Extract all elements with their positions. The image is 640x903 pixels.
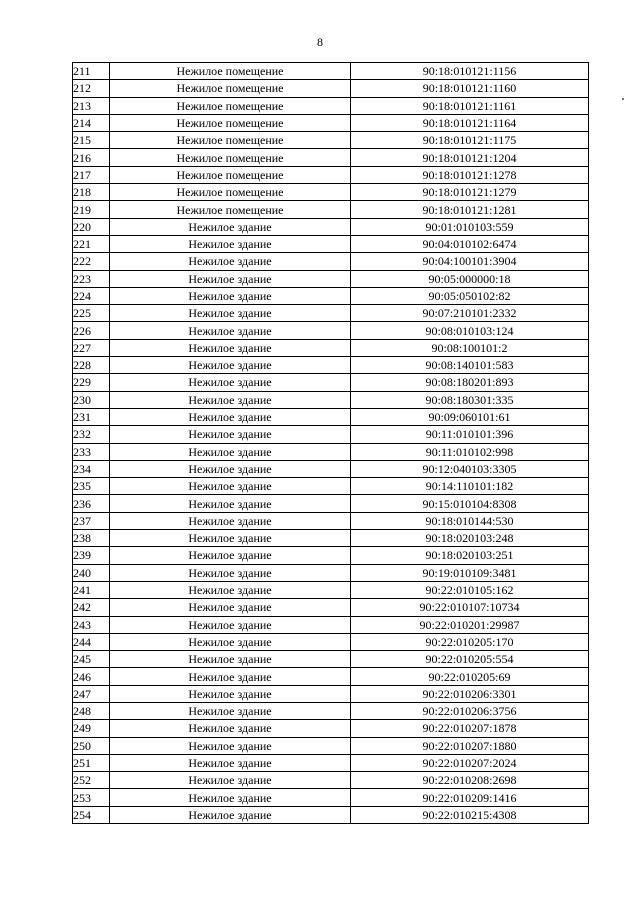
cadastral-number-cell: 90:11:010101:396 (351, 426, 589, 443)
table-row (73, 374, 589, 391)
table-row (73, 495, 589, 512)
object-type-cell: Нежилое здание (110, 287, 351, 304)
row-number-cell: 231 (73, 408, 110, 425)
object-type-cell: Нежилое здание (110, 720, 351, 737)
cadastral-number-cell: 90:18:010121:1281 (351, 201, 589, 218)
object-type-cell: Нежилое помещение (110, 97, 351, 114)
object-type-cell: Нежилое здание (110, 633, 351, 650)
row-number-cell: 213 (73, 97, 110, 114)
table-row (73, 685, 589, 702)
cadastral-number-cell: 90:04:100101:3904 (351, 253, 589, 270)
cadastral-number-cell: 90:18:010144:530 (351, 512, 589, 529)
cadastral-number-cell: 90:22:010209:1416 (351, 789, 589, 806)
object-type-cell: Нежилое здание (110, 581, 351, 598)
row-number-cell: 229 (73, 374, 110, 391)
object-type-cell: Нежилое здание (110, 357, 351, 374)
table-row (73, 218, 589, 235)
table-row (73, 184, 589, 201)
table-row (73, 287, 589, 304)
object-type-cell: Нежилое здание (110, 408, 351, 425)
row-number-cell: 251 (73, 754, 110, 771)
cadastral-number-cell: 90:05:000000:18 (351, 270, 589, 287)
object-type-cell: Нежилое здание (110, 478, 351, 495)
row-number-cell: 236 (73, 495, 110, 512)
table-row (73, 253, 589, 270)
row-number-cell: 218 (73, 184, 110, 201)
object-type-cell: Нежилое здание (110, 530, 351, 547)
object-type-cell: Нежилое здание (110, 547, 351, 564)
row-number-cell: 224 (73, 287, 110, 304)
object-type-cell: Нежилое здание (110, 651, 351, 668)
cadastral-number-cell: 90:22:010206:3301 (351, 685, 589, 702)
table-row (73, 616, 589, 633)
table-row (73, 512, 589, 529)
object-type-cell: Нежилое здание (110, 218, 351, 235)
object-type-cell: Нежилое помещение (110, 63, 351, 80)
cadastral-number-cell: 90:22:010105:162 (351, 581, 589, 598)
object-type-cell: Нежилое помещение (110, 184, 351, 201)
table-row (73, 322, 589, 339)
object-type-cell: Нежилое здание (110, 391, 351, 408)
row-number-cell: 240 (73, 564, 110, 581)
row-number-cell: 225 (73, 305, 110, 322)
table-row (73, 651, 589, 668)
cadastral-number-cell: 90:14:110101:182 (351, 478, 589, 495)
row-number-cell: 217 (73, 166, 110, 183)
object-type-cell: Нежилое здание (110, 460, 351, 477)
margin-mark (622, 98, 624, 100)
cadastral-number-cell: 90:18:020103:251 (351, 547, 589, 564)
property-registry-table (72, 62, 589, 824)
cadastral-number-cell: 90:18:010121:1279 (351, 184, 589, 201)
row-number-cell: 232 (73, 426, 110, 443)
object-type-cell: Нежилое здание (110, 737, 351, 754)
cadastral-number-cell: 90:22:010201:29987 (351, 616, 589, 633)
cadastral-number-cell: 90:18:010121:1156 (351, 63, 589, 80)
table-row (73, 754, 589, 771)
row-number-cell: 215 (73, 132, 110, 149)
row-number-cell: 220 (73, 218, 110, 235)
object-type-cell: Нежилое помещение (110, 166, 351, 183)
table-row (73, 772, 589, 789)
row-number-cell: 246 (73, 668, 110, 685)
cadastral-number-cell: 90:08:180301:335 (351, 391, 589, 408)
object-type-cell: Нежилое помещение (110, 114, 351, 131)
table-row (73, 478, 589, 495)
row-number-cell: 214 (73, 114, 110, 131)
table-row (73, 460, 589, 477)
table-row (73, 63, 589, 80)
object-type-cell: Нежилое здание (110, 685, 351, 702)
table-row (73, 702, 589, 719)
row-number-cell: 237 (73, 512, 110, 529)
table-row (73, 80, 589, 97)
cadastral-number-cell: 90:18:010121:1204 (351, 149, 589, 166)
cadastral-number-cell: 90:05:050102:82 (351, 287, 589, 304)
row-number-cell: 228 (73, 357, 110, 374)
cadastral-number-cell: 90:22:010207:1880 (351, 737, 589, 754)
object-type-cell: Нежилое здание (110, 599, 351, 616)
table-row (73, 339, 589, 356)
table-row (73, 581, 589, 598)
table-row (73, 132, 589, 149)
row-number-cell: 241 (73, 581, 110, 598)
cadastral-number-cell: 90:08:140101:583 (351, 357, 589, 374)
table-row (73, 149, 589, 166)
object-type-cell: Нежилое здание (110, 702, 351, 719)
row-number-cell: 227 (73, 339, 110, 356)
table-row (73, 547, 589, 564)
object-type-cell: Нежилое здание (110, 426, 351, 443)
row-number-cell: 252 (73, 772, 110, 789)
table-row (73, 737, 589, 754)
row-number-cell: 235 (73, 478, 110, 495)
table-row (73, 235, 589, 252)
cadastral-number-cell: 90:22:010207:2024 (351, 754, 589, 771)
row-number-cell: 211 (73, 63, 110, 80)
row-number-cell: 250 (73, 737, 110, 754)
object-type-cell: Нежилое помещение (110, 80, 351, 97)
row-number-cell: 233 (73, 443, 110, 460)
row-number-cell: 226 (73, 322, 110, 339)
object-type-cell: Нежилое здание (110, 772, 351, 789)
object-type-cell: Нежилое здание (110, 564, 351, 581)
object-type-cell: Нежилое здание (110, 339, 351, 356)
page-number: 8 (317, 35, 323, 49)
row-number-cell: 221 (73, 235, 110, 252)
object-type-cell: Нежилое здание (110, 443, 351, 460)
object-type-cell: Нежилое помещение (110, 149, 351, 166)
row-number-cell: 239 (73, 547, 110, 564)
row-number-cell: 216 (73, 149, 110, 166)
table-row (73, 391, 589, 408)
table-row (73, 201, 589, 218)
object-type-cell: Нежилое здание (110, 806, 351, 823)
object-type-cell: Нежилое здание (110, 235, 351, 252)
object-type-cell: Нежилое здание (110, 270, 351, 287)
table-row (73, 166, 589, 183)
cadastral-number-cell: 90:22:010208:2698 (351, 772, 589, 789)
row-number-cell: 249 (73, 720, 110, 737)
registry-table-body (73, 63, 589, 824)
cadastral-number-cell: 90:22:010206:3756 (351, 702, 589, 719)
row-number-cell: 253 (73, 789, 110, 806)
cadastral-number-cell: 90:18:010121:1175 (351, 132, 589, 149)
object-type-cell: Нежилое здание (110, 253, 351, 270)
table-row (73, 720, 589, 737)
table-row (73, 114, 589, 131)
cadastral-number-cell: 90:12:040103:3305 (351, 460, 589, 477)
row-number-cell: 242 (73, 599, 110, 616)
cadastral-number-cell: 90:01:010103:559 (351, 218, 589, 235)
object-type-cell: Нежилое здание (110, 754, 351, 771)
cadastral-number-cell: 90:22:010205:554 (351, 651, 589, 668)
table-row (73, 530, 589, 547)
cadastral-number-cell: 90:08:010103:124 (351, 322, 589, 339)
row-number-cell: 230 (73, 391, 110, 408)
object-type-cell: Нежилое здание (110, 495, 351, 512)
row-number-cell: 243 (73, 616, 110, 633)
cadastral-number-cell: 90:04:010102:6474 (351, 235, 589, 252)
table-row (73, 789, 589, 806)
row-number-cell: 212 (73, 80, 110, 97)
row-number-cell: 222 (73, 253, 110, 270)
cadastral-number-cell: 90:18:010121:1161 (351, 97, 589, 114)
table-row (73, 443, 589, 460)
object-type-cell: Нежилое помещение (110, 201, 351, 218)
table-row (73, 408, 589, 425)
table-row (73, 633, 589, 650)
row-number-cell: 244 (73, 633, 110, 650)
object-type-cell: Нежилое здание (110, 305, 351, 322)
cadastral-number-cell: 90:19:010109:3481 (351, 564, 589, 581)
table-row (73, 270, 589, 287)
cadastral-number-cell: 90:22:010107:10734 (351, 599, 589, 616)
cadastral-number-cell: 90:22:010215:4308 (351, 806, 589, 823)
table-row (73, 806, 589, 823)
row-number-cell: 254 (73, 806, 110, 823)
row-number-cell: 223 (73, 270, 110, 287)
table-row (73, 305, 589, 322)
row-number-cell: 238 (73, 530, 110, 547)
object-type-cell: Нежилое помещение (110, 132, 351, 149)
object-type-cell: Нежилое здание (110, 616, 351, 633)
cadastral-number-cell: 90:08:180201:893 (351, 374, 589, 391)
table-row (73, 564, 589, 581)
table-row (73, 668, 589, 685)
cadastral-number-cell: 90:22:010207:1878 (351, 720, 589, 737)
cadastral-number-cell: 90:07:210101:2332 (351, 305, 589, 322)
cadastral-number-cell: 90:09:060101:61 (351, 408, 589, 425)
cadastral-number-cell: 90:11:010102:998 (351, 443, 589, 460)
row-number-cell: 219 (73, 201, 110, 218)
cadastral-number-cell: 90:18:010121:1278 (351, 166, 589, 183)
object-type-cell: Нежилое здание (110, 322, 351, 339)
table-row (73, 357, 589, 374)
object-type-cell: Нежилое здание (110, 512, 351, 529)
cadastral-number-cell: 90:18:010121:1160 (351, 80, 589, 97)
row-number-cell: 247 (73, 685, 110, 702)
cadastral-number-cell: 90:15:010104:8308 (351, 495, 589, 512)
cadastral-number-cell: 90:18:020103:248 (351, 530, 589, 547)
cadastral-number-cell: 90:18:010121:1164 (351, 114, 589, 131)
object-type-cell: Нежилое здание (110, 668, 351, 685)
table-row (73, 426, 589, 443)
cadastral-number-cell: 90:22:010205:69 (351, 668, 589, 685)
cadastral-number-cell: 90:08:100101:2 (351, 339, 589, 356)
table-row (73, 97, 589, 114)
row-number-cell: 248 (73, 702, 110, 719)
object-type-cell: Нежилое здание (110, 789, 351, 806)
row-number-cell: 234 (73, 460, 110, 477)
cadastral-number-cell: 90:22:010205:170 (351, 633, 589, 650)
table-row (73, 599, 589, 616)
object-type-cell: Нежилое здание (110, 374, 351, 391)
row-number-cell: 245 (73, 651, 110, 668)
